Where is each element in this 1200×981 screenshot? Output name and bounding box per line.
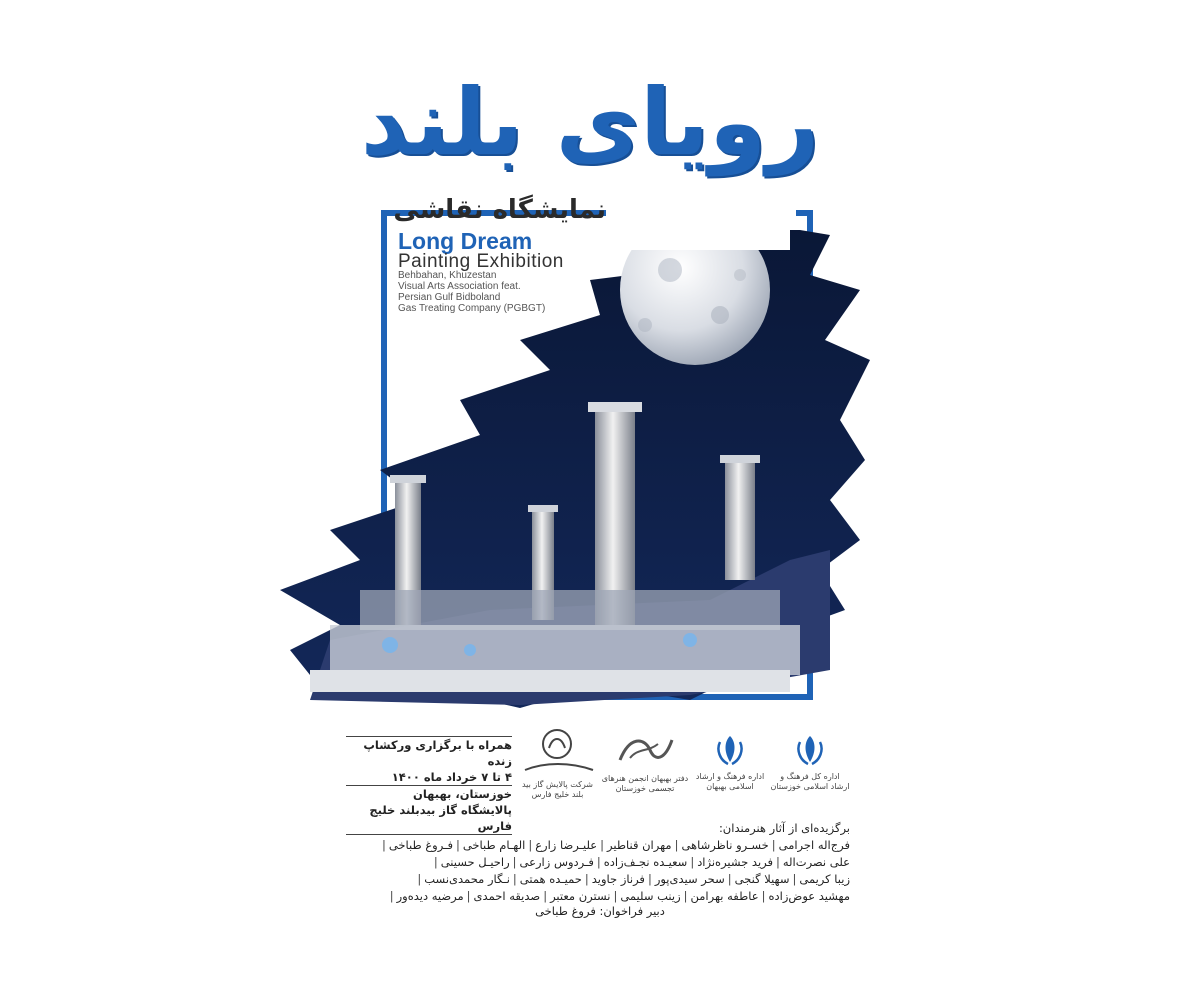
artists-row	[350, 837, 850, 854]
separator: |	[417, 872, 422, 886]
artist-name: نسترن معتبر	[550, 889, 611, 903]
frame-gap	[606, 204, 796, 218]
logo-caption: دفتر بهبهان انجمن هنرهای تجسمی خوزستان	[601, 774, 689, 793]
workshop-venue: پالایشگاه گاز بیدبلند خلیج فارس	[369, 803, 512, 833]
separator: |	[512, 872, 517, 886]
organizer-line: Visual Arts Association feat.	[398, 281, 521, 292]
separator: |	[647, 872, 652, 886]
separator: |	[792, 872, 797, 886]
logo-pgbgt	[515, 726, 600, 800]
separator: |	[584, 872, 589, 886]
exhibition-title-fa: رویای بلند	[360, 69, 820, 176]
artist-name: خسـرو ناظرشاهی	[681, 838, 769, 852]
artist-name: فـردوس زارعی	[519, 855, 594, 869]
workshop-city: خوزستان، بهبهان	[413, 787, 512, 801]
artist-name: سعیـده نجـف‌زاده	[603, 855, 688, 869]
iran-emblem-icon	[690, 732, 770, 768]
exhibition-title-en: Long Dream	[398, 228, 533, 254]
visual-arts-association-logo	[600, 730, 690, 770]
artist-name: حمیـده همتی	[519, 872, 582, 886]
artists-heading: برگزیده‌ای از آثار هنرمندان:	[718, 821, 850, 835]
artist-name: علیـرضا زارع	[535, 838, 598, 852]
separator: |	[690, 855, 695, 869]
artist-name: مهران قناطیر	[607, 838, 672, 852]
artist-name: فرید جشیره‌نژاد	[697, 855, 773, 869]
artists-rows	[350, 837, 850, 905]
separator: |	[466, 889, 471, 903]
artist-name: صدیقه احمدی	[473, 889, 541, 903]
artist-name: فرج‌اله اجرامی	[778, 838, 850, 852]
separator: |	[761, 889, 766, 903]
artist-name: سهیلا گنجی	[734, 872, 790, 886]
artists-row	[350, 871, 850, 888]
artist-name: علی نصرت‌اله	[782, 855, 850, 869]
logo-caption: اداره فرهنگ و ارشاد اسلامی بهبهان	[695, 772, 765, 791]
artist-name: سحر سیدی‌پور	[654, 872, 725, 886]
curator: دبیر فراخوان: فروغ طباخی	[535, 904, 665, 918]
artists-list	[350, 820, 850, 905]
artists-row	[350, 888, 850, 905]
separator: |	[512, 855, 517, 869]
logo-visual-arts-association	[600, 730, 690, 794]
separator: |	[433, 855, 438, 869]
artist-name: مرضیه دیده‌ور	[396, 889, 464, 903]
separator: |	[613, 889, 618, 903]
artist-name: راحیـل حسینی	[440, 855, 510, 869]
organizer-en	[398, 270, 598, 314]
exhibition-subtitle-fa: نمایشگاه نقاشی	[393, 195, 606, 225]
separator: |	[674, 838, 679, 852]
artists-row	[350, 854, 850, 871]
separator: |	[771, 838, 776, 852]
logo-caption: اداره کل فرهنگ و ارشاد اسلامی خوزستان	[770, 772, 850, 791]
logo-caption: شرکت پالایش گاز بید بلند خلیج فارس	[521, 780, 593, 799]
organizer-line: Gas Treating Company (PGBGT)	[398, 303, 546, 314]
separator: |	[389, 889, 394, 903]
separator: |	[600, 838, 605, 852]
organizer-line: Persian Gulf Bidboland	[398, 292, 501, 303]
separator: |	[528, 838, 533, 852]
workshop-date: ۴ تا ۷ خرداد ماه ۱۴۰۰	[391, 770, 512, 784]
artist-name: زیبا کریمی	[799, 872, 850, 886]
artist-name: الهـام طباخی	[462, 838, 526, 852]
logo-behbahan-culture	[690, 732, 770, 792]
pgbgt-logo	[515, 726, 600, 776]
separator: |	[455, 838, 460, 852]
artist-name: نـگار محمدی‌نسب	[424, 872, 510, 886]
separator: |	[683, 889, 688, 903]
artist-name: فـروغ طباخی	[388, 838, 453, 852]
logo-khuzestan-culture	[770, 732, 850, 792]
organizer-line: Behbahan, Khuzestan	[398, 270, 497, 281]
separator: |	[543, 889, 548, 903]
separator: |	[727, 872, 732, 886]
separator: |	[776, 855, 780, 869]
artist-name: مهشید عوض‌زاده	[768, 889, 850, 903]
separator: |	[381, 838, 386, 852]
workshop-line: همراه با برگزاری ورکشاپ زنده	[363, 738, 512, 768]
iran-emblem-icon	[770, 732, 850, 768]
separator: |	[596, 855, 601, 869]
artist-name: فرناز جاوید	[591, 872, 645, 886]
exhibition-subtitle-en: Painting Exhibition	[398, 251, 564, 272]
artist-name: عاطفه بهرامن	[690, 889, 759, 903]
artist-name: زینب سلیمی	[620, 889, 681, 903]
